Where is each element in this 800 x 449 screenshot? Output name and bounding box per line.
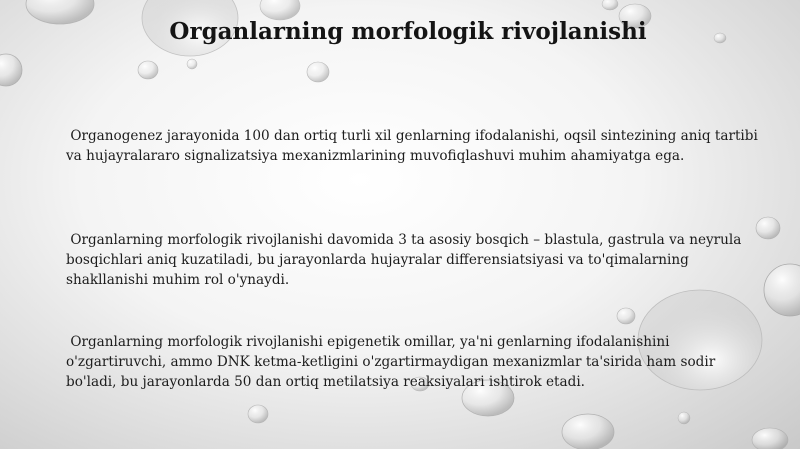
droplet	[764, 264, 800, 316]
droplet	[752, 428, 788, 449]
droplet	[602, 0, 618, 10]
droplet	[562, 414, 614, 449]
droplet	[307, 62, 329, 82]
droplet	[248, 405, 268, 423]
droplet	[617, 308, 635, 324]
droplet	[678, 412, 690, 424]
paragraph-epigenetic-factors: Organlarning morfologik rivojlanishi epigenetik omillar, ya'ni genlarning ifodalanishini o'zgartiruvchi, ammo DNK ketma-ketligini o'zgartirmaydigan mexanizmlar ta'sirida ham sodir bo'ladi, bu jarayonlarda 50 dan ortiq metilatsiya reaksiyalari ishtirok etadi.	[66, 334, 720, 390]
droplet	[138, 61, 158, 79]
droplet	[0, 54, 22, 86]
slide-title: Organlarning morfologik rivojlanishi	[169, 18, 647, 45]
paragraph-development-stages: Organlarning morfologik rivojlanishi davomida 3 ta asosiy bosqich – blastula, gastrula va neyrula bosqichlari aniq kuzatiladi, bu jarayonlarda hujayralar differensiatsiyasi va to'qimalarning shakllanishi muhim rol o'ynaydi.	[66, 232, 746, 288]
droplet	[187, 59, 197, 69]
paragraph-organogenesis: Organogenez jarayonida 100 dan ortiq turli xil genlarning ifodalanishi, oqsil sintezining aniq tartibi va hujayralararo signalizatsiya mexanizmlarining muvofiqlashuvi muhim ahamiyatga ega.	[66, 128, 763, 164]
droplet	[260, 0, 300, 20]
